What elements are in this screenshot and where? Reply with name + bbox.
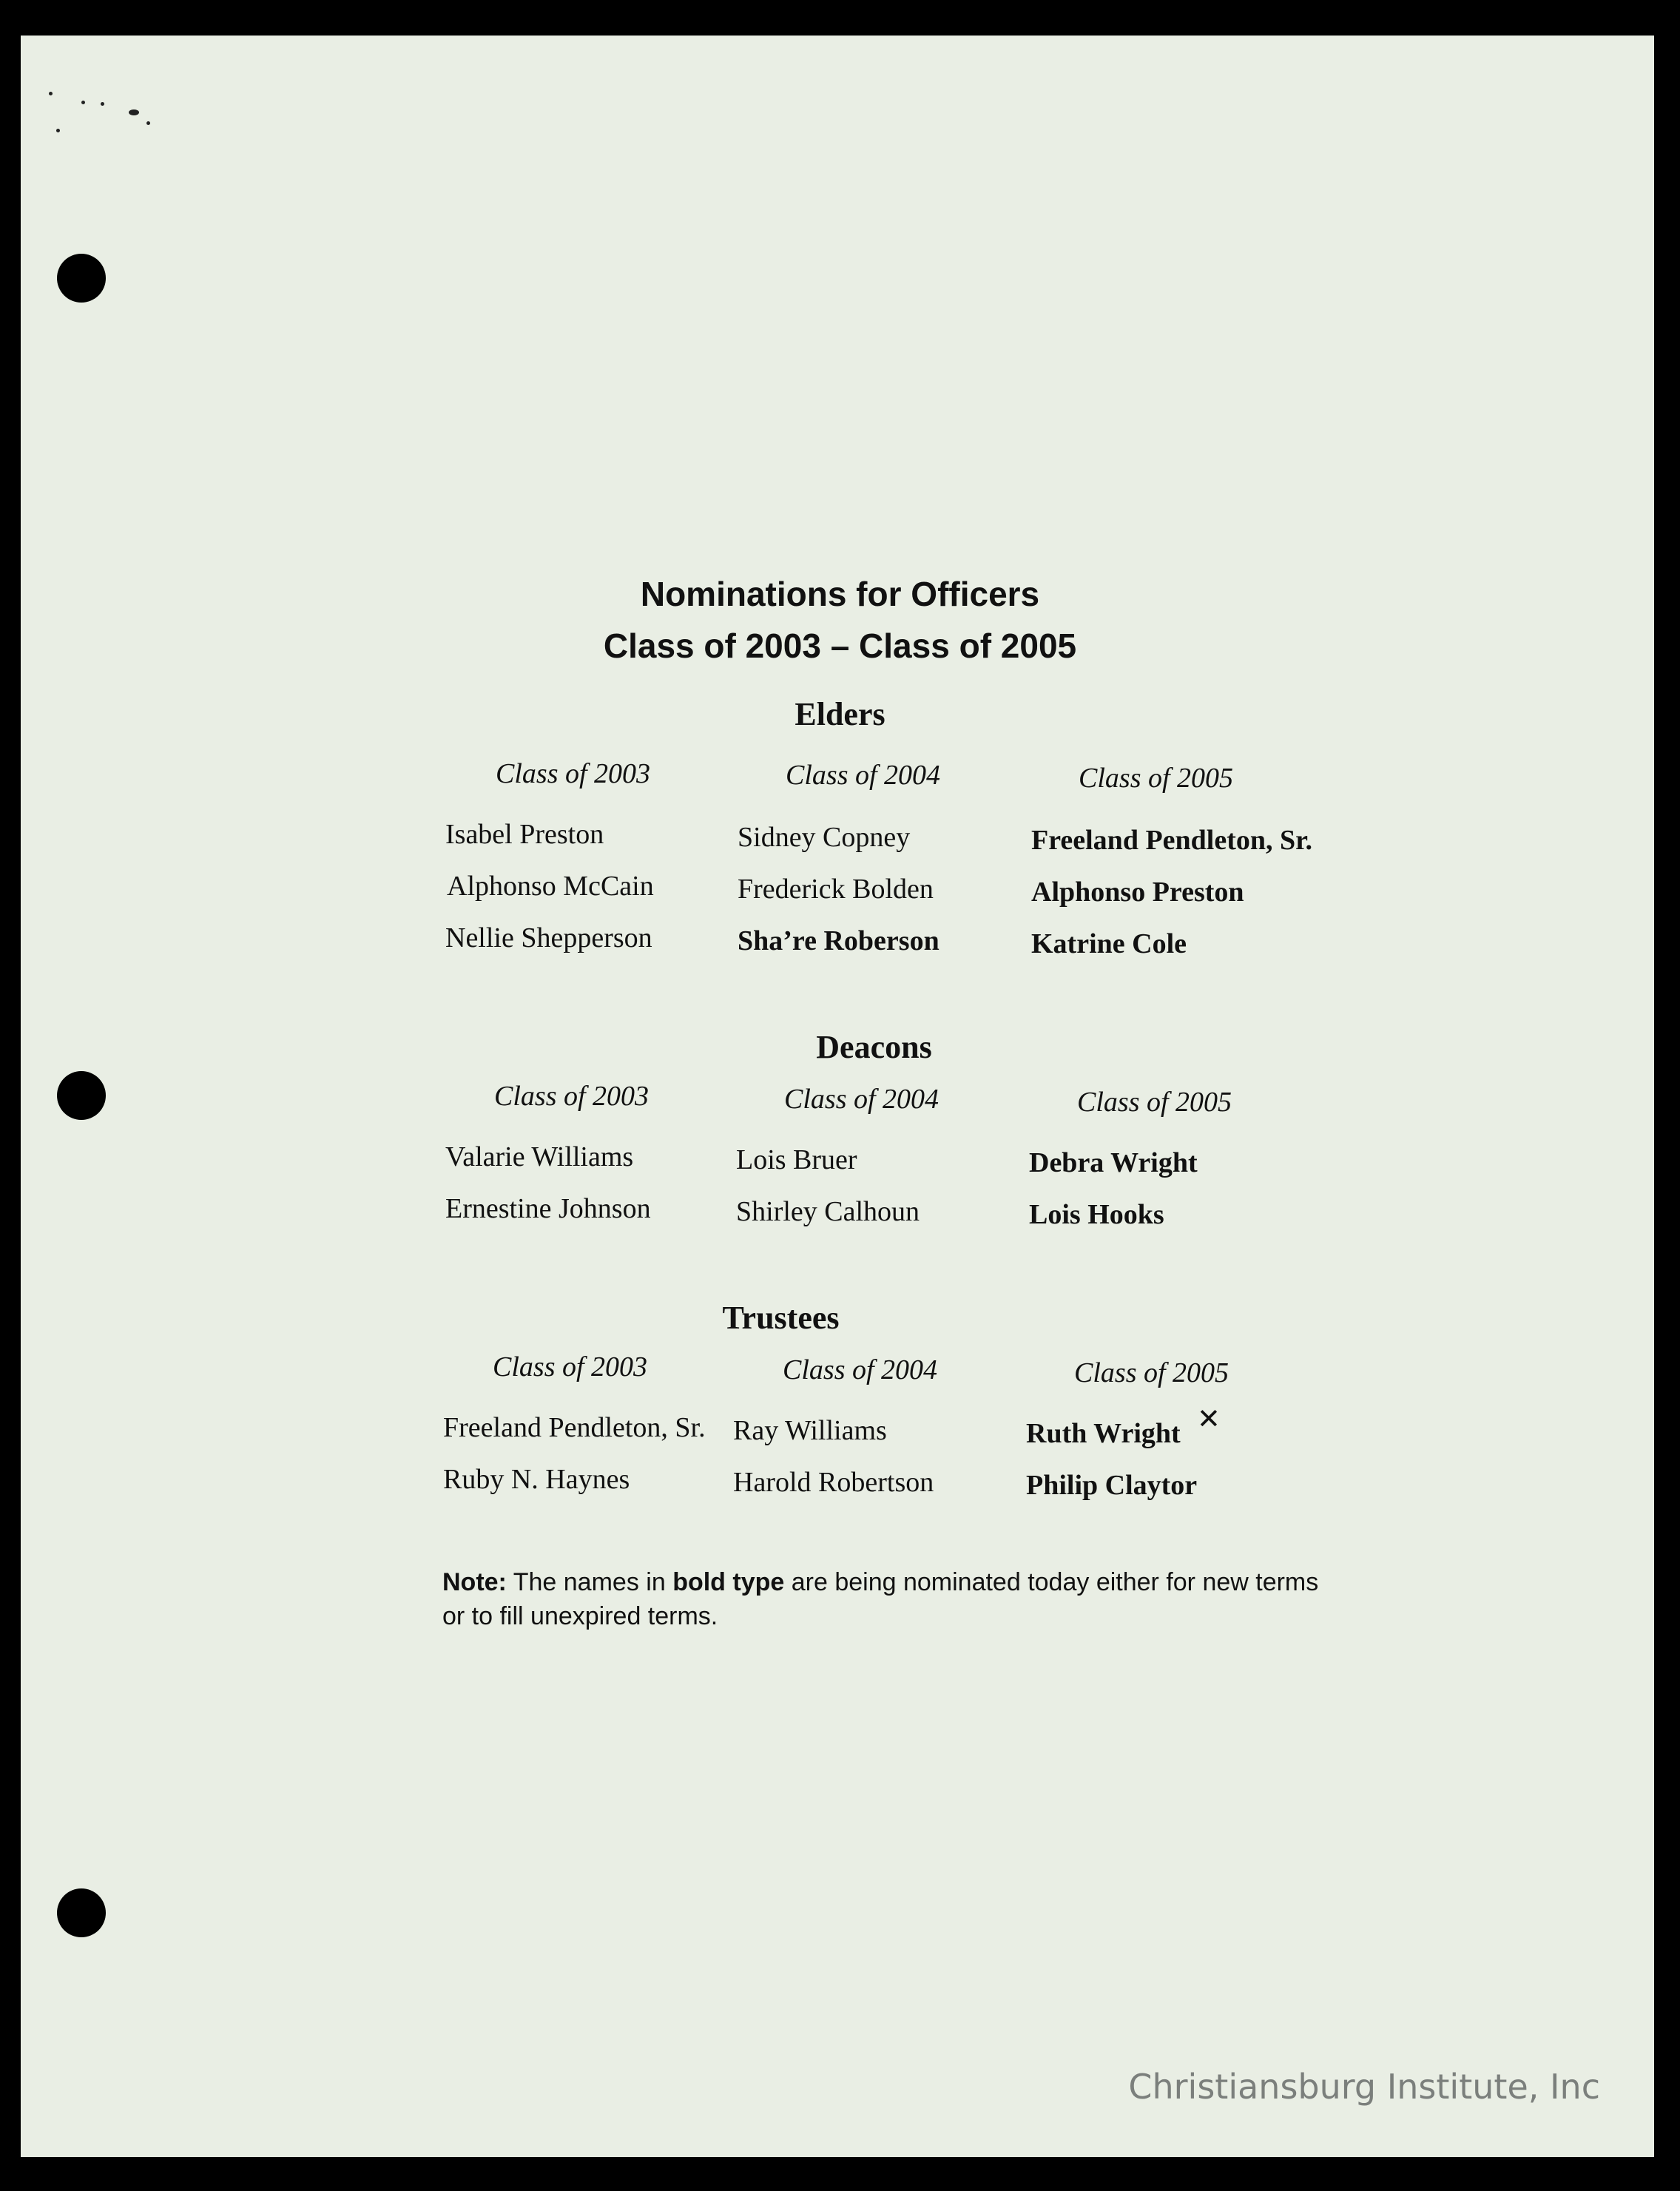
deacons-col-2004-heading: Class of 2004 [784,1084,939,1115]
elders-name: Sha’re Roberson [738,925,939,956]
handwritten-check-mark: ✕ [1197,1402,1221,1435]
section-heading-trustees: Trustees [722,1300,840,1336]
trustees-name: Ruby N. Haynes [443,1464,630,1495]
trustees-name: Harold Robertson [733,1467,934,1498]
document-subtitle: Class of 2003 – Class of 2005 [603,627,1077,665]
elders-name: Alphonso McCain [447,871,654,902]
note-bold-phrase: bold type [672,1568,785,1596]
elders-col-2004-heading: Class of 2004 [786,760,941,791]
deacons-name: Shirley Calhoun [736,1196,920,1227]
trustees-col-2003-heading: Class of 2003 [493,1351,648,1383]
trustees-name: Freeland Pendleton, Sr. [443,1412,706,1443]
note-text-after: are being nominated today either for new terms or to fill unexpired terms. [442,1568,1319,1630]
elders-col-2003-heading: Class of 2003 [496,758,651,789]
section-heading-deacons: Deacons [816,1029,932,1065]
trustees-col-2004-heading: Class of 2004 [783,1354,938,1385]
trustees-col-2005-heading: Class of 2005 [1074,1357,1229,1388]
section-heading-elders: Elders [795,696,885,732]
note-paragraph [442,1565,1330,1633]
deacons-name: Lois Hooks [1029,1199,1164,1230]
watermark: Christiansburg Institute, Inc [1128,2067,1600,2107]
trustees-name: Ray Williams [733,1415,887,1446]
elders-name: Katrine Cole [1031,928,1187,959]
elders-name: Alphonso Preston [1031,877,1244,908]
elders-name: Isabel Preston [445,819,604,850]
document-title: Nominations for Officers [640,575,1040,613]
elders-name: Sidney Copney [738,822,911,853]
deacons-name: Debra Wright [1029,1147,1198,1178]
elders-name: Frederick Bolden [738,874,934,905]
elders-name: Freeland Pendleton, Sr. [1031,825,1313,856]
trustees-name: Philip Claytor [1026,1470,1198,1501]
deacons-name: Lois Bruer [736,1144,857,1175]
deacons-name: Ernestine Johnson [445,1193,651,1224]
trustees-name: Ruth Wright [1026,1418,1181,1449]
deacons-col-2003-heading: Class of 2003 [494,1081,650,1112]
deacons-col-2005-heading: Class of 2005 [1077,1087,1232,1118]
note-text-before: The names in [513,1568,666,1596]
elders-col-2005-heading: Class of 2005 [1079,763,1234,794]
note-label: Note: [442,1568,507,1596]
elders-name: Nellie Shepperson [445,922,652,953]
deacons-name: Valarie Williams [445,1141,634,1172]
